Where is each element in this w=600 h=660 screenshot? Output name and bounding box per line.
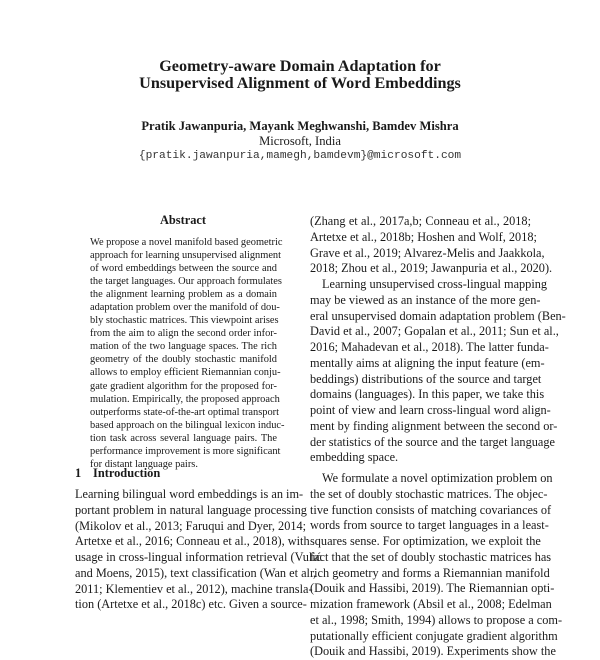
abstract-body: [90, 236, 285, 471]
text-line: words from source to target languages in a least-: [310, 518, 549, 533]
text-line: usage in cross-lingual information retrieval (Vulić: [75, 550, 322, 564]
text-line: tive function consists of matching covariances of: [310, 502, 552, 517]
text-line: mulation. Empirically, the proposed approach: [90, 393, 280, 405]
text-line: approach for learning unsupervised alignment: [90, 250, 282, 262]
text-line: mentally aims at aligning the input feature (em-: [310, 355, 545, 370]
text-line: We propose a novel manifold based geometric: [90, 237, 283, 248]
text-line: point of view and learn cross-lingual word align-: [310, 403, 551, 417]
text-line: eral unsupervised domain adaptation problem (Ben-: [310, 308, 566, 323]
text-line: (Douik and Hassibi, 2019). The Riemannian opti-: [310, 581, 555, 596]
text-line: (Mikolov et al., 2013; Faruqui and Dyer, 2014;: [75, 518, 307, 533]
text-line: portant problem in natural language processing: [75, 502, 307, 517]
text-line: Artetxe et al., 2016; Conneau et al., 2018), with: [75, 534, 310, 549]
text-line: We formulate a novel optimization problem on: [322, 471, 553, 485]
text-line: and Moens, 2015), text classification (Wan et al.,: [75, 565, 317, 580]
right-column-body: [310, 214, 566, 660]
text-line: of word embeddings between the source and: [90, 263, 277, 275]
right-paragraph-3: [310, 471, 563, 660]
text-line: may be viewed as an instance of the more gen-: [310, 292, 541, 307]
text-line: gate gradient algorithm for the proposed for-: [90, 380, 277, 392]
text-line: tion (Artetxe et al., 2018c) etc. Given a source-: [75, 597, 307, 612]
text-line: mation of the two language spaces. The rich: [90, 341, 277, 353]
paper-title: [0, 58, 600, 91]
text-line: Learning unsupervised cross-lingual mapping: [322, 277, 548, 291]
text-line: performance improvement is more significant: [90, 445, 281, 457]
text-line: (Douik and Hassibi, 2019). Experiments show the: [310, 644, 556, 659]
affiliation: Microsoft, India: [259, 134, 341, 148]
author-list: Pratik Jawanpuria, Mayank Meghwanshi, Bamdev Mishra: [141, 119, 459, 133]
section-heading-introduction: [75, 466, 160, 481]
text-line: Learning bilingual word embeddings is an im-: [75, 487, 304, 501]
text-line: fact that the set of doubly stochastic matrices has: [310, 549, 552, 564]
text-line: geometry of the doubly stochastic manifold: [90, 354, 277, 366]
introduction-body: [75, 487, 322, 613]
abstract-heading: Abstract: [159, 213, 207, 227]
text-line: Artetxe et al., 2018b; Hoshen and Wolf, 2018;: [310, 229, 537, 244]
text-line: mization framework (Absil et al., 2008; Edelman: [310, 597, 552, 611]
text-line: embedding space.: [310, 450, 399, 465]
text-line: 2016; Mahadevan et al., 2018). The latter funda-: [310, 340, 549, 354]
text-line: bly stochastic matrices. This viewpoint arises: [90, 315, 279, 327]
right-paragraph-2: [310, 277, 566, 466]
right-paragraph-1: [310, 214, 553, 277]
intro-paragraph-1: [75, 487, 322, 613]
text-line: the set of doubly stochastic matrices. The objec-: [310, 486, 548, 501]
text-line: for distant language pairs.: [90, 458, 198, 470]
text-line: the alignment learning problem as a domain: [90, 289, 277, 301]
text-line: tion task across several language pairs. The: [90, 432, 277, 444]
text-line: from the aim to align the second order infor-: [90, 328, 277, 340]
title-line-1: Geometry-aware Domain Adaptation for: [159, 57, 441, 75]
section-number: 1: [75, 466, 82, 480]
text-line: allows to employ efficient Riemannian conju-: [90, 367, 281, 379]
text-line: adaptation problem over the manifold of dou-: [90, 302, 280, 314]
text-line: based approach on the bilingual lexicon induc-: [90, 419, 285, 431]
text-line: outperforms state-of-the-art optimal transport: [90, 406, 279, 418]
text-line: rich geometry and forms a Riemannian manifold: [310, 565, 550, 580]
text-line: ment by finding alignment between the second or-: [310, 418, 558, 433]
text-line: beddings) distributions of the source and target: [310, 371, 542, 386]
text-line: domains (languages). In this paper, we take this: [310, 387, 545, 402]
author-emails: {pratik.jawanpuria,mamegh,bamdevm}@microsoft.com: [138, 150, 462, 162]
title-line-2: Unsupervised Alignment of Word Embeddings: [139, 73, 461, 92]
text-line: putationally efficient conjugate gradient algorithm: [310, 628, 558, 643]
text-line: Grave et al., 2019; Alvarez-Melis and Jaakkola,: [310, 245, 545, 260]
text-line: squares sense. For optimization, we exploit the: [310, 534, 541, 548]
section-title: Introduction: [93, 466, 161, 480]
text-line: 2018; Zhou et al., 2019; Jawanpuria et al., 2020).: [310, 261, 553, 276]
text-line: 2011; Klementiev et al., 2012), machine transla-: [75, 581, 313, 596]
text-line: (Zhang et al., 2017a,b; Conneau et al., 2018;: [310, 214, 531, 228]
text-line: et al., 1998; Smith, 1994) allows to propose a com-: [310, 612, 563, 627]
text-line: der statistics of the source and the target language: [310, 434, 555, 449]
text-line: the target languages. Our approach formulates: [90, 276, 282, 288]
text-line: David et al., 2007; Gopalan et al., 2011; Sun et al.,: [310, 324, 559, 339]
